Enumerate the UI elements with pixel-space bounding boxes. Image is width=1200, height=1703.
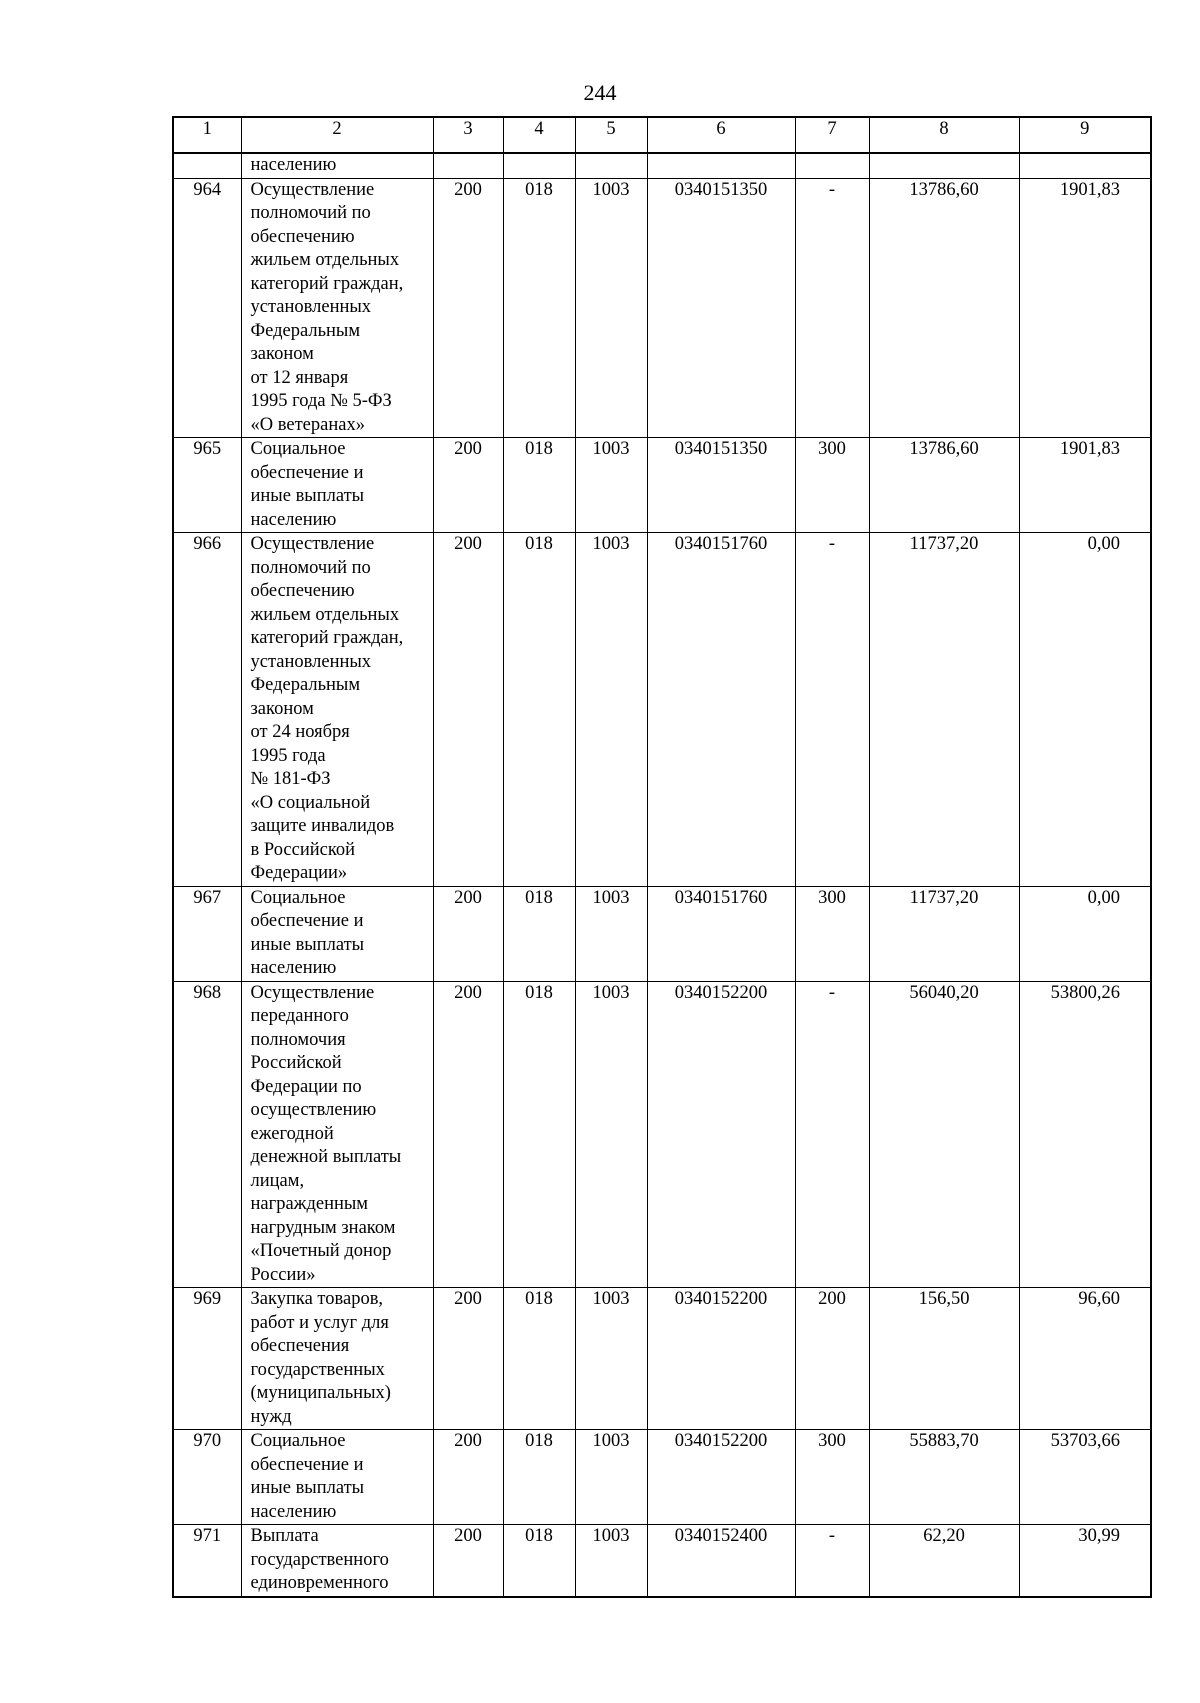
row-name-cell: Осуществление переданного полномочия Российской Федерации по осуществлению ежегодной денежной выплаты лицам, награжденным нагрудным знаком «Почетный донор России» [241,981,433,1288]
row-name-cell: Осуществление полномочий по обеспечению жильем отдельных категорий граждан, установленных Федеральным законом от 12 января 1995 года № 5-ФЗ «О ветеранах» [241,178,433,438]
page-number: 244 [583,80,617,105]
amount-9-cell [1019,153,1151,178]
code-4-cell: 018 [503,886,575,981]
code-3-cell: 200 [433,1430,503,1525]
column-header: 5 [575,117,647,153]
code-7-cell [795,153,869,178]
column-header: 4 [503,117,575,153]
row-number-cell: 965 [173,438,241,533]
code-4-cell: 018 [503,533,575,887]
amount-8-cell: 11737,20 [869,533,1019,887]
column-header: 2 [241,117,433,153]
code-7-cell: - [795,1525,869,1597]
row-name-cell: Социальное обеспечение и иные выплаты населению [241,886,433,981]
row-number-cell: 966 [173,533,241,887]
table-row [173,981,1151,1288]
column-header: 3 [433,117,503,153]
code-6-cell: 0340151350 [647,438,795,533]
code-5-cell: 1003 [575,438,647,533]
amount-9-cell: 1901,83 [1019,438,1151,533]
code-7-cell: 300 [795,886,869,981]
code-7-cell: - [795,533,869,887]
code-5-cell: 1003 [575,1430,647,1525]
code-4-cell: 018 [503,1525,575,1597]
code-5-cell [575,153,647,178]
amount-9-cell: 30,99 [1019,1525,1151,1597]
code-4-cell: 018 [503,981,575,1288]
table-row [173,153,1151,178]
row-number-cell: 971 [173,1525,241,1597]
row-name-cell: Выплата государственного единовременного [241,1525,433,1597]
code-5-cell: 1003 [575,981,647,1288]
code-6-cell: 0340151760 [647,533,795,887]
code-3-cell: 200 [433,981,503,1288]
code-6-cell: 0340151760 [647,886,795,981]
table-row [173,438,1151,533]
code-3-cell: 200 [433,1288,503,1430]
table-header-row [173,117,1151,153]
table-row [173,1430,1151,1525]
code-4-cell: 018 [503,178,575,438]
code-3-cell: 200 [433,886,503,981]
column-header: 1 [173,117,241,153]
amount-9-cell: 96,60 [1019,1288,1151,1430]
code-7-cell: 300 [795,1430,869,1525]
row-number-cell: 968 [173,981,241,1288]
code-5-cell: 1003 [575,1288,647,1430]
amount-9-cell: 53800,26 [1019,981,1151,1288]
amount-9-cell: 0,00 [1019,886,1151,981]
code-4-cell: 018 [503,1430,575,1525]
code-3-cell: 200 [433,178,503,438]
code-7-cell: 300 [795,438,869,533]
code-6-cell: 0340152200 [647,1288,795,1430]
code-7-cell: - [795,178,869,438]
row-number-cell: 967 [173,886,241,981]
amount-8-cell: 56040,20 [869,981,1019,1288]
budget-table [172,116,1152,1598]
amount-8-cell: 13786,60 [869,438,1019,533]
code-6-cell [647,153,795,178]
code-5-cell: 1003 [575,1525,647,1597]
amount-8-cell [869,153,1019,178]
row-number-cell [173,153,241,178]
row-name-cell: Закупка товаров, работ и услуг для обеспечения государственных (муниципальных) нужд [241,1288,433,1430]
code-6-cell: 0340151350 [647,178,795,438]
table-row [173,1525,1151,1597]
column-header: 7 [795,117,869,153]
code-7-cell: - [795,981,869,1288]
table-row [173,1288,1151,1430]
code-6-cell: 0340152200 [647,1430,795,1525]
code-3-cell: 200 [433,533,503,887]
code-3-cell: 200 [433,438,503,533]
code-7-cell: 200 [795,1288,869,1430]
table-row [173,178,1151,438]
amount-8-cell: 62,20 [869,1525,1019,1597]
code-5-cell: 1003 [575,533,647,887]
amount-8-cell: 11737,20 [869,886,1019,981]
table-row [173,533,1151,887]
amount-8-cell: 156,50 [869,1288,1019,1430]
row-number-cell: 969 [173,1288,241,1430]
code-6-cell: 0340152400 [647,1525,795,1597]
row-number-cell: 970 [173,1430,241,1525]
amount-8-cell: 13786,60 [869,178,1019,438]
code-3-cell [433,153,503,178]
code-4-cell: 018 [503,438,575,533]
row-name-cell: Осуществление полномочий по обеспечению жильем отдельных категорий граждан, установленных Федеральным законом от 24 ноября 1995 года № 181-ФЗ «О социальной защите инвалидов в Российской Федерации» [241,533,433,887]
amount-9-cell: 53703,66 [1019,1430,1151,1525]
row-name-cell: населению [241,153,433,178]
table-row [173,886,1151,981]
code-5-cell: 1003 [575,178,647,438]
amount-9-cell: 1901,83 [1019,178,1151,438]
column-header: 9 [1019,117,1151,153]
row-name-cell: Социальное обеспечение и иные выплаты населению [241,1430,433,1525]
row-name-cell: Социальное обеспечение и иные выплаты населению [241,438,433,533]
code-5-cell: 1003 [575,886,647,981]
amount-9-cell: 0,00 [1019,533,1151,887]
column-header: 8 [869,117,1019,153]
code-4-cell: 018 [503,1288,575,1430]
amount-8-cell: 55883,70 [869,1430,1019,1525]
row-number-cell: 964 [173,178,241,438]
code-3-cell: 200 [433,1525,503,1597]
table-body [173,153,1151,1597]
code-6-cell: 0340152200 [647,981,795,1288]
column-header: 6 [647,117,795,153]
code-4-cell [503,153,575,178]
